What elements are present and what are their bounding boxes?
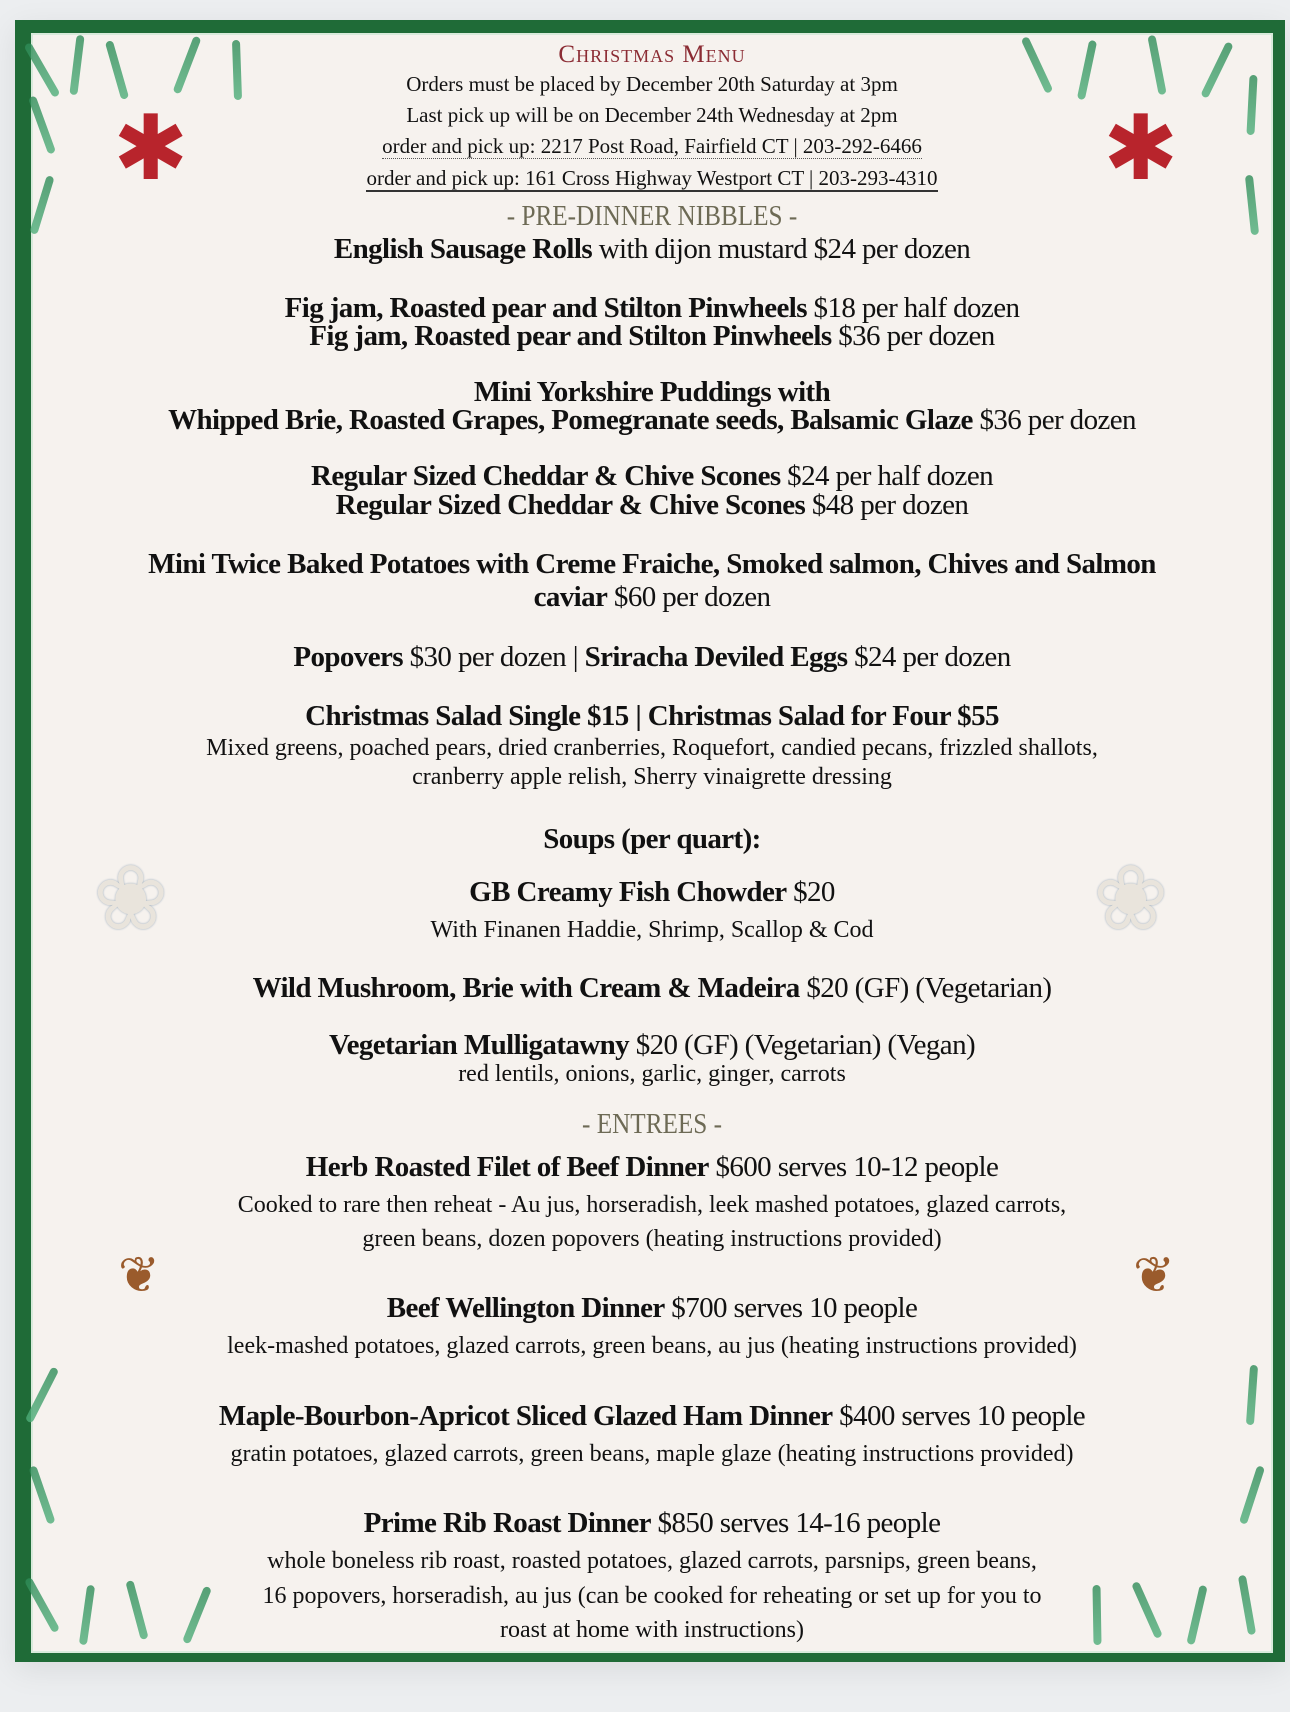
item-description [33,1549,1271,1573]
menu-paper [31,33,1273,1653]
item-name: Vegetarian Mulligatawny [328,1029,630,1061]
item-name: GB Creamy Fish Chowder [469,876,787,908]
item-detail: $24 per half dozen [780,460,993,492]
menu-item [33,406,1271,435]
menu-item [33,322,1271,351]
item-detail: green beans, dozen popovers (heating instructions provided) [362,1226,942,1252]
menu-item [33,378,1271,407]
item-name: Beef Wellington Dinner [386,1292,665,1324]
section-nibbles: - PRE-DINNER NIBBLES - [506,201,798,232]
menu-title: Christmas Menu [558,41,746,68]
item-description [33,1227,1271,1251]
pine-branch-decoration [1246,75,1257,135]
menu-item [33,1509,1271,1538]
item-description [33,736,1271,760]
item-name: Sriracha Deviled Eggs [584,641,848,673]
item-detail: With Finanen Haddie, Shrimp, Scallop & Cod [430,917,874,943]
item-name: Wild Mushroom, Brie with Cream & Madeira [252,972,800,1004]
item-name: Regular Sized Cheddar & Chive Scones [310,460,781,492]
item-detail: Cooked to rare then reheat - Au jus, horseradish, leek mashed potatoes, glazed carrots, [237,1192,1067,1218]
item-name: Maple-Bourbon-Apricot Sliced Glazed Ham Dinner [218,1400,833,1432]
menu-item [33,550,1271,579]
item-description [33,1584,1271,1608]
section-entrees: - ENTREES - [582,1109,722,1140]
menu-item [33,235,1271,264]
item-name: Mini Yorkshire Puddings with [473,376,831,408]
item-description [33,1193,1271,1217]
item-detail: cranberry apple relish, Sherry vinaigrette dressing [412,764,892,790]
item-detail: $600 serves 10-12 people [708,1151,999,1183]
item-detail: $850 serves 14-16 people [650,1507,941,1539]
item-detail: $20 [786,876,835,908]
pine-branch-decoration [1092,1585,1101,1645]
item-detail: red lentils, onions, garlic, ginger, carrots [458,1061,846,1087]
item-name: Herb Roasted Filet of Beef Dinner [305,1151,709,1183]
menu-item [33,878,1271,907]
order-deadline: Orders must be placed by December 20th Saturday at 3pm [406,72,898,96]
item-name: Whipped Brie, Roasted Grapes, Pomegranate seeds, Balsamic Glaze [168,404,973,436]
menu-item [33,702,1271,731]
item-name: Prime Rib Roast Dinner [363,1507,651,1539]
item-detail: $36 per dozen [831,320,995,352]
item-name: Popovers [293,641,403,673]
item-detail: roast at home with instructions) [500,1617,804,1643]
item-name: English Sausage Rolls [333,233,593,265]
item-detail: $18 per half dozen [806,292,1020,324]
item-name: Fig jam, Roasted pear and Stilton Pinwheels [309,320,832,352]
menu-item [33,974,1271,1003]
item-detail: 16 popovers, horseradish, au jus (can be cooked for reheating or set up for you to [262,1583,1042,1609]
last-pickup: Last pick up will be on December 24th Wednesday at 2pm [406,103,898,127]
item-detail: $36 per dozen [972,404,1136,436]
pinecone-left-decoration: ❦ [118,1247,160,1303]
poinsettia-left-decoration: ✱ [113,100,189,199]
item-name: Fig jam, Roasted pear and Stilton Pinwheels [284,292,807,324]
item-detail: $48 per dozen [805,489,969,521]
menu-item [33,1402,1271,1431]
menu-item [33,825,1271,854]
item-description [33,1442,1271,1466]
item-detail: $20 (GF) (Vegetarian) [799,972,1052,1004]
item-detail: whole boneless rib roast, roasted potatoes, glazed carrots, parsnips, green beans, [267,1548,1037,1574]
item-detail: $700 serves 10 people [664,1292,918,1324]
cotton-right-decoration: ❀ [1093,850,1169,949]
cotton-left-decoration: ❀ [93,850,169,949]
item-detail: $24 per dozen [847,641,1011,673]
item-description [33,1618,1271,1642]
item-description [33,1334,1271,1358]
item-description [33,1062,1271,1086]
pinecone-right-decoration: ❦ [1133,1247,1175,1303]
poinsettia-right-decoration: ✱ [1103,100,1179,199]
location-westport: order and pick up: 161 Cross Highway Westport CT | 203-293-4310 [366,166,938,190]
item-name: caviar [533,581,608,613]
item-detail: with dijon mustard $24 per dozen [592,233,971,265]
menu-item [33,462,1271,491]
item-detail: $400 serves 10 people [832,1400,1086,1432]
item-detail: Mixed greens, poached pears, dried cranberries, Roquefort, candied pecans, frizzled shallots, [206,735,1098,761]
menu-item [33,294,1271,323]
item-detail: $20 (GF) (Vegetarian) (Vegan) [629,1029,976,1061]
menu-item [33,583,1271,612]
item-detail: $60 per dozen [607,581,771,613]
item-detail: $30 per dozen | [402,641,585,673]
menu-item [33,491,1271,520]
menu-item [33,643,1271,672]
item-detail: gratin potatoes, glazed carrots, green beans, maple glaze (heating instructions provided) [230,1441,1074,1467]
item-detail: leek-mashed potatoes, glazed carrots, green beans, au jus (heating instructions provided) [227,1333,1077,1359]
item-name: Regular Sized Cheddar & Chive Scones [335,489,806,521]
item-name: Christmas Salad Single $15 | Christmas Salad for Four $55 [305,700,999,732]
menu-item [33,1031,1271,1060]
item-name: Soups (per quart): [543,823,761,855]
menu-item [33,1294,1271,1323]
menu-item [33,1153,1271,1182]
item-name: Mini Twice Baked Potatoes with Creme Fraiche, Smoked salmon, Chives and Salmon [148,548,1156,580]
item-description [33,765,1271,789]
location-fairfield: order and pick up: 2217 Post Road, Fairfield CT | 203-292-6466 [382,134,922,158]
item-description [33,918,1271,942]
